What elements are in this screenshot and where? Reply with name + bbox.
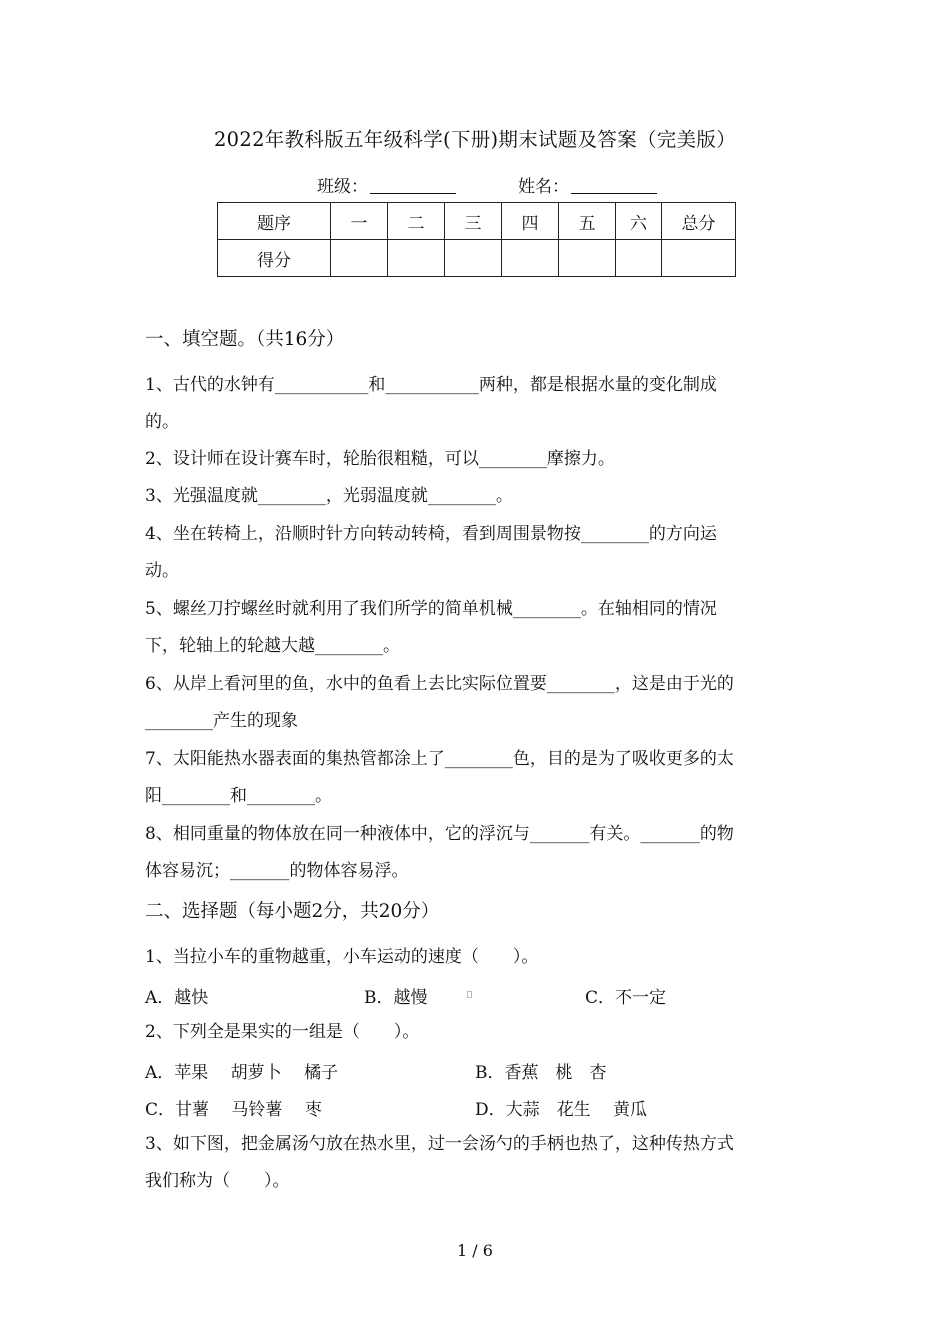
score-cell bbox=[331, 240, 388, 277]
question-line: 体容易沉；_______的物体容易浮。 bbox=[145, 861, 409, 881]
class-field bbox=[317, 172, 456, 197]
choice-options-row bbox=[145, 983, 815, 1013]
score-cell bbox=[388, 240, 445, 277]
question-line: 6、从岸上看河里的鱼，水中的鱼看上去比实际位置要________，这是由于光的 bbox=[145, 674, 734, 694]
option-a: A．越快 bbox=[145, 988, 209, 1008]
score-cell bbox=[559, 240, 616, 277]
question-line: 动。 bbox=[145, 561, 179, 581]
score-header-cell: 三 bbox=[445, 203, 502, 240]
option-c: C．不一定 bbox=[585, 988, 667, 1008]
score-header-cell: 二 bbox=[388, 203, 445, 240]
option-c: C．甘薯 马铃薯 枣 bbox=[145, 1100, 322, 1120]
score-cell bbox=[662, 240, 736, 277]
score-header-cell: 五 bbox=[559, 203, 616, 240]
score-cell bbox=[445, 240, 502, 277]
option-b: B．越慢 bbox=[364, 988, 428, 1008]
class-label: 班级： bbox=[317, 177, 368, 197]
section-2-heading: 二、选择题（每小题2分，共20分） bbox=[145, 901, 440, 922]
choice-question-stem: 1、当拉小车的重物越重，小车运动的速度（ ）。 bbox=[145, 947, 539, 967]
score-row-label: 得分 bbox=[218, 240, 331, 277]
question-line: 3、光强温度就________，光弱温度就________。 bbox=[145, 486, 513, 506]
option-b: B．香蕉 桃 杏 bbox=[475, 1063, 607, 1083]
score-header-cell: 六 bbox=[616, 203, 662, 240]
question-line: 3、如下图，把金属汤勺放在热水里，过一会汤勺的手柄也热了，这种传热方式 bbox=[145, 1134, 734, 1154]
question-line: 7、太阳能热水器表面的集热管都涂上了________色，目的是为了吸收更多的太 bbox=[145, 749, 734, 769]
score-header-cell: 总分 bbox=[662, 203, 736, 240]
score-header-cell: 一 bbox=[331, 203, 388, 240]
question-line: 我们称为（ ）。 bbox=[145, 1171, 290, 1191]
question-line: 阳________和________。 bbox=[145, 786, 332, 806]
option-d: D．大蒜 花生 黄瓜 bbox=[475, 1100, 648, 1120]
score-header-cell: 四 bbox=[502, 203, 559, 240]
name-label: 姓名： bbox=[518, 177, 569, 197]
name-field bbox=[518, 172, 657, 197]
score-cell bbox=[502, 240, 559, 277]
question-line: 1、古代的水钟有___________和___________两种，都是根据水量的变化制成 bbox=[145, 375, 717, 395]
question-line: ________产生的现象 bbox=[145, 711, 298, 731]
score-table bbox=[217, 202, 736, 277]
question-line: 4、坐在转椅上，沿顺时针方向转动转椅，看到周围景物按________的方向运 bbox=[145, 524, 717, 544]
question-line: 下，轮轴上的轮越大越________。 bbox=[145, 636, 400, 656]
score-table-header-row bbox=[218, 203, 736, 240]
choice-options-row bbox=[145, 1095, 815, 1125]
question-line: 2、设计师在设计赛车时，轮胎很粗糙，可以________摩擦力。 bbox=[145, 449, 615, 469]
name-blank bbox=[571, 175, 657, 194]
choice-question-stem: 2、下列全是果实的一组是（ ）。 bbox=[145, 1022, 420, 1042]
question-line: 8、相同重量的物体放在同一种液体中，它的浮沉与_______有关。_______的物 bbox=[145, 824, 734, 844]
page-number: 1 / 6 bbox=[457, 1241, 493, 1260]
score-header-cell: 题序 bbox=[218, 203, 331, 240]
question-line: 的。 bbox=[145, 412, 179, 432]
score-cell bbox=[616, 240, 662, 277]
score-table-score-row bbox=[218, 240, 736, 277]
choice-options-row bbox=[145, 1058, 815, 1088]
question-line: 5、螺丝刀拧螺丝时就利用了我们所学的简单机械________。在轴相同的情况 bbox=[145, 599, 717, 619]
stray-mark bbox=[467, 991, 472, 998]
section-1-heading: 一、填空题。（共16分） bbox=[145, 329, 345, 350]
option-a: A．苹果 胡萝卜 橘子 bbox=[145, 1063, 339, 1083]
document-title: 2022年教科版五年级科学(下册)期末试题及答案（完美版） bbox=[213, 128, 737, 151]
class-blank bbox=[370, 175, 456, 194]
